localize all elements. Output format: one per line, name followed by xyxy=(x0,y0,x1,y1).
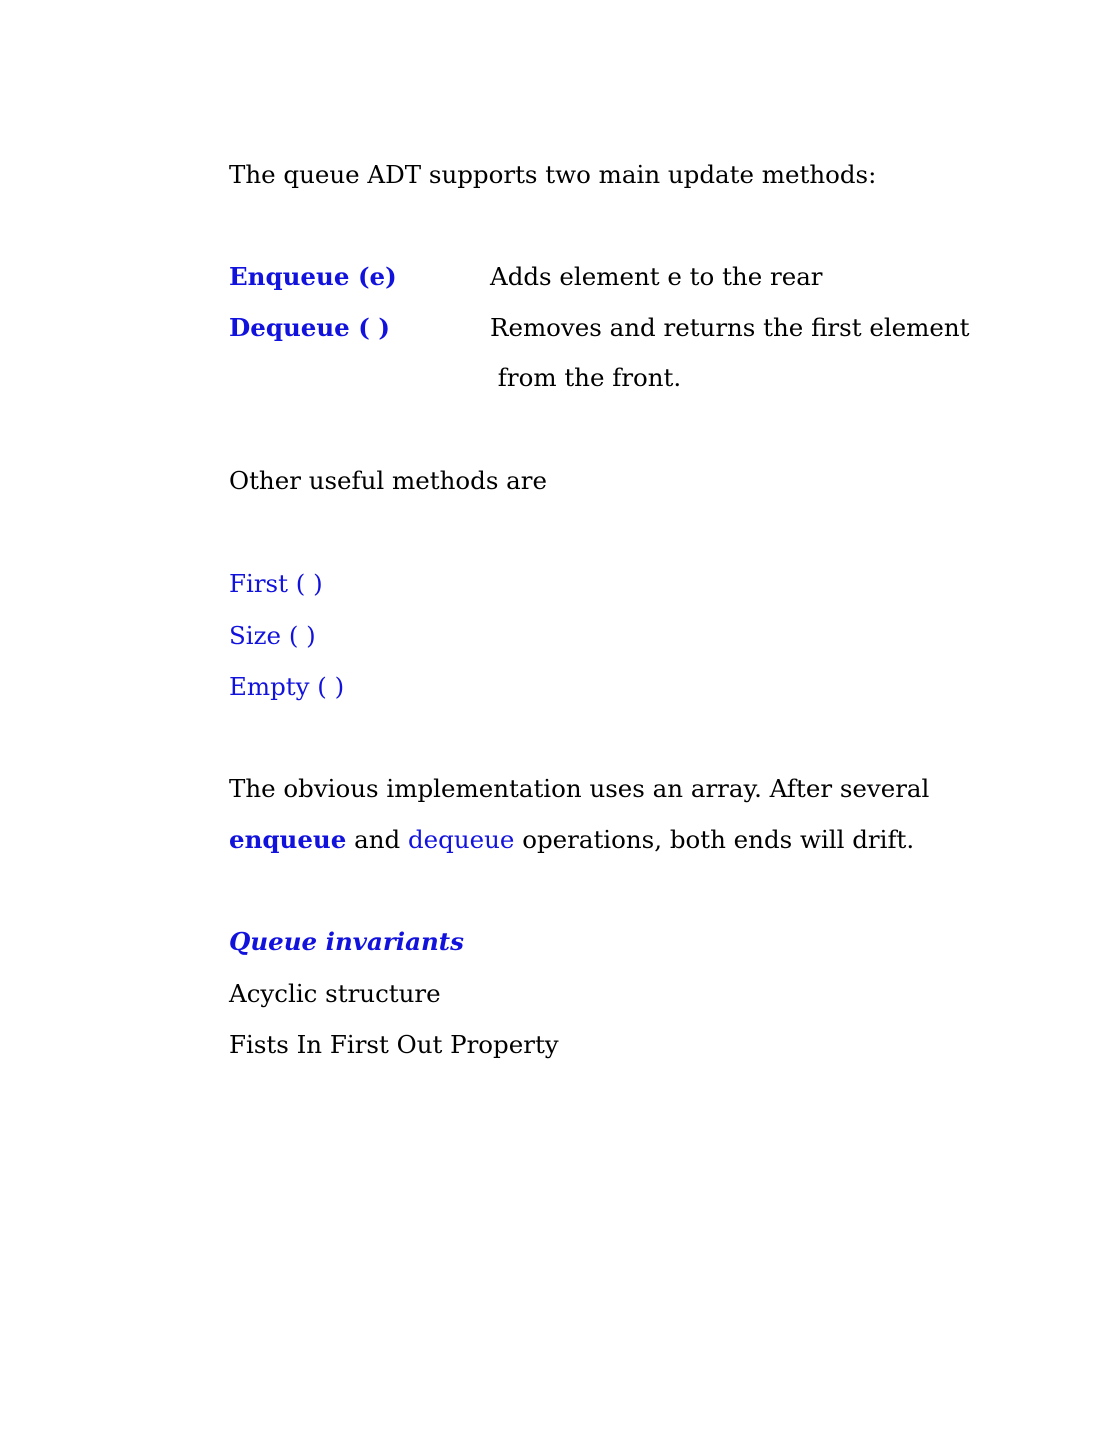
method-empty: Empty ( ) xyxy=(229,672,345,701)
intro-text: The queue ADT supports two main update methods: xyxy=(229,160,877,189)
method-size: Size ( ) xyxy=(229,621,316,650)
method-dequeue-description: Removes and returns the first element xyxy=(490,313,970,342)
invariants-heading: Queue invariants xyxy=(229,927,464,956)
implementation-line-2 xyxy=(229,825,914,855)
enqueue-keyword: enqueue xyxy=(229,825,347,854)
dequeue-keyword: dequeue xyxy=(408,825,515,854)
method-enqueue-name: Enqueue (e) xyxy=(229,262,397,291)
method-dequeue-description-cont: from the front. xyxy=(490,363,682,392)
method-first: First ( ) xyxy=(229,569,323,598)
other-methods-intro: Other useful methods are xyxy=(229,466,547,495)
method-dequeue-name: Dequeue ( ) xyxy=(229,313,391,342)
method-enqueue-description: Adds element e to the rear xyxy=(490,262,823,291)
and-text: and xyxy=(346,825,408,854)
drift-text: operations, both ends will drift. xyxy=(514,825,915,854)
implementation-line-1: The obvious implementation uses an array. After several xyxy=(229,774,930,803)
invariant-item: Acyclic structure xyxy=(229,979,441,1008)
invariant-item: Fists In First Out Property xyxy=(229,1030,559,1059)
